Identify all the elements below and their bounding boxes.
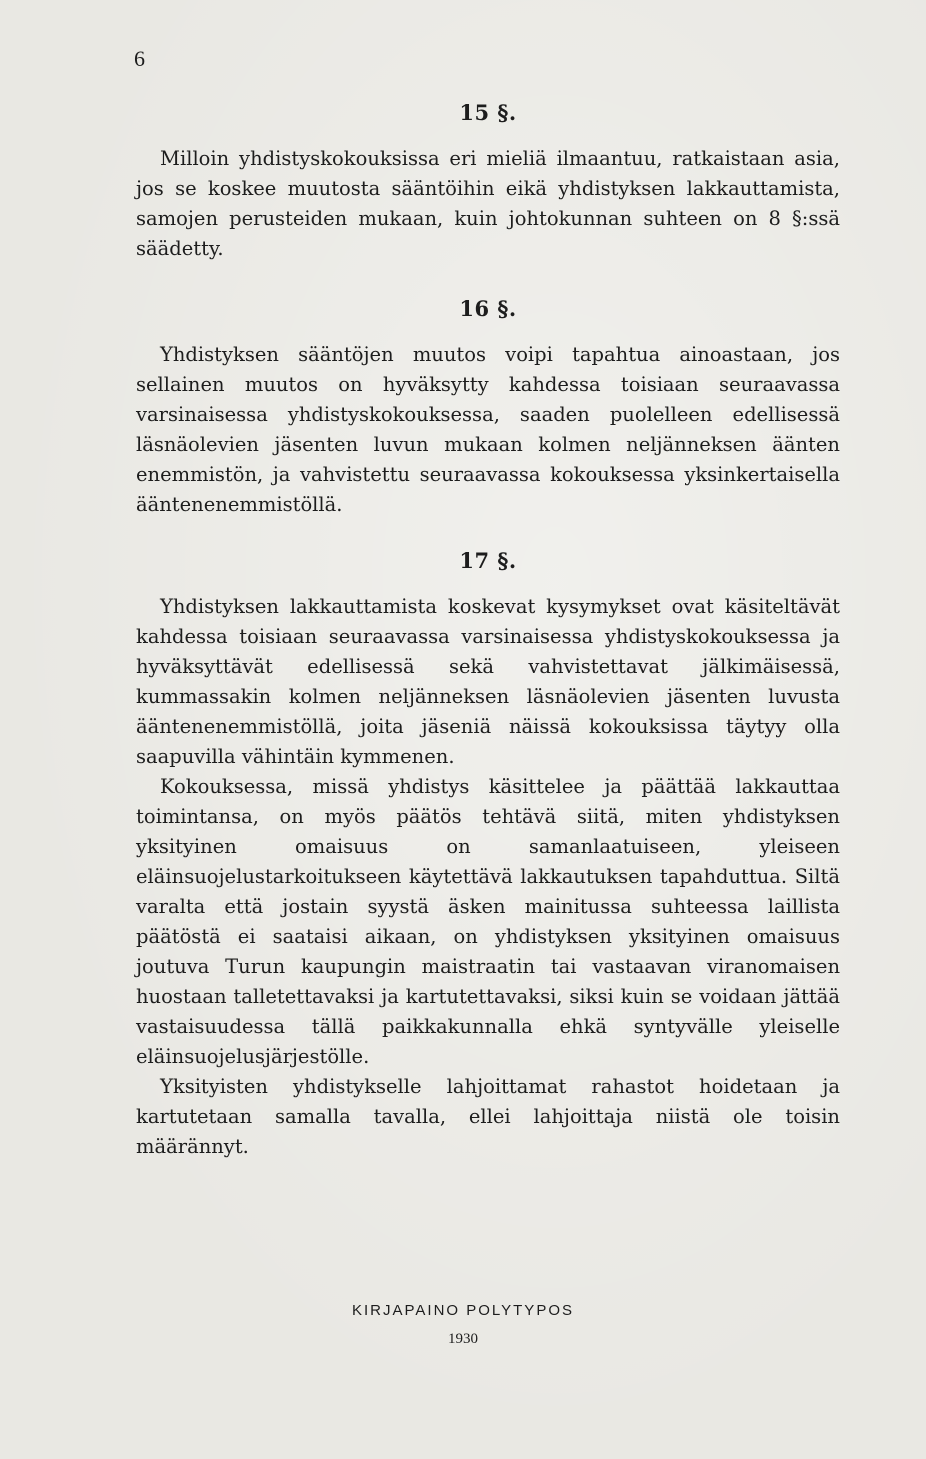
paragraph: Kokouksessa, missä yhdistys käsittelee ja päättää lakkauttaa toimintansa, on myös päätös tehtävä siitä, miten yhdistyksen yksityinen omaisuus on samanlaatuiseen, yleiseen eläinsuojelustarkoitukseen käytettävä lakkautuksen tapahduttua. Siltä varalta että jostain syystä äsken mainitussa suhteessa laillista päätöstä ei saataisi aikaan, on yhdistyksen yksityinen omaisuus joutuva Turun kaupungin maistraatin tai vastaavan viranomaisen huostaan talletettavaksi ja kartutettavaksi, siksi kuin se voidaan jättää vastaisuudessa tällä paikkakunnalla ehkä syntyvälle yleiselle eläinsuojelusjärjestölle. xyxy=(136,775,840,1068)
imprint-year: 1930 xyxy=(448,1331,478,1347)
printer-imprint: KIRJAPAINO POLYTYPOS xyxy=(352,1302,574,1319)
paragraph: Yhdistyksen sääntöjen muutos voipi tapahtua ainoastaan, jos sellainen muutos on hyväksytty kahdessa toisiaan seuraavassa varsinaisessa yhdistyskokouksessa, saaden puolelleen edellisessä läsnäolevien jäsenten luvun mukaan kolmen neljänneksen äänten enemmistön, ja vahvistettu seuraavassa kokouksessa yksinkertaisella ääntenenemmistöllä. xyxy=(136,343,840,516)
section-17 xyxy=(136,546,840,1162)
paragraph: Yhdistyksen lakkauttamista koskevat kysymykset ovat käsiteltävät kahdessa toisiaan seuraavassa varsinaisessa yhdistyskokouksessa ja hyväksyttävät edellisessä sekä vahvistettavat jälkimäisessä, kummassakin kolmen neljänneksen läsnäolevien jäsenten luvusta ääntenenemmistöllä, joita jäseniä näissä kokouksissa täytyy olla saapuvilla vähintäin kymmenen. xyxy=(136,595,840,768)
section-heading: 17 §. xyxy=(459,548,517,573)
paragraph: Yksityisten yhdistykselle lahjoittamat rahastot hoidetaan ja kartutetaan samalla tavalla, ellei lahjoittaja niistä ole toisin määrännyt. xyxy=(136,1075,840,1158)
section-16 xyxy=(136,294,840,520)
section-15 xyxy=(136,98,840,264)
page-number: 6 xyxy=(134,46,145,71)
section-heading: 16 §. xyxy=(459,296,517,321)
section-heading: 15 §. xyxy=(459,100,517,125)
paragraph: Milloin yhdistyskokouksissa eri mieliä ilmaantuu, ratkaistaan asia, jos se koskee muutosta sääntöihin eikä yhdistyksen lakkauttamista, samojen perusteiden mukaan, kuin johtokunnan suhteen on 8 §:ssä säädetty. xyxy=(136,147,840,260)
